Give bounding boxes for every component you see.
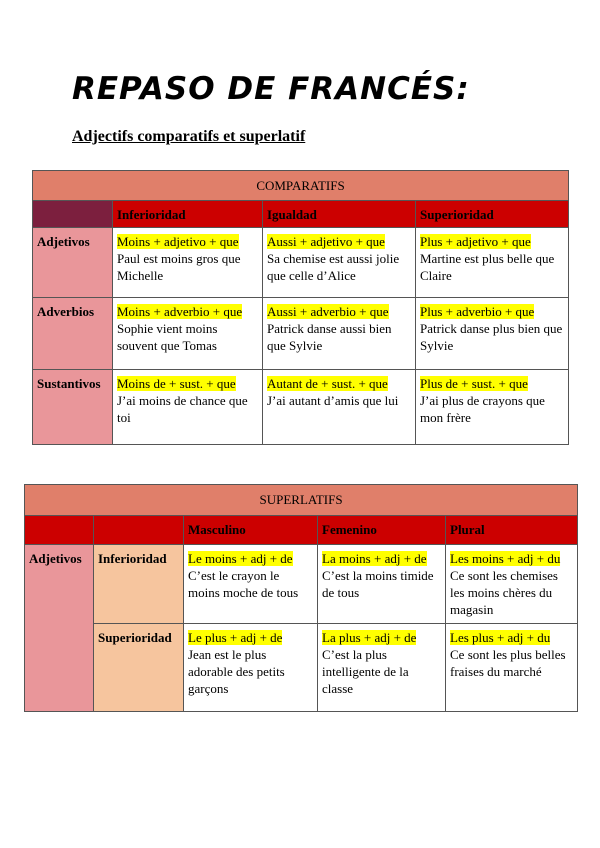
rule-text: Plus + adjetivo + que — [420, 234, 531, 249]
rule-text: Plus + adverbio + que — [420, 304, 535, 319]
table-cell — [263, 370, 416, 445]
superlatifs-table — [24, 484, 578, 712]
rule-text: Aussi + adverbio + que — [267, 304, 389, 319]
table-cell — [184, 624, 318, 712]
empty-header-cell — [25, 516, 94, 545]
table-cell — [263, 228, 416, 298]
table-cell — [318, 624, 446, 712]
row-label-adverbios: Adverbios — [33, 298, 113, 370]
rule-text: La moins + adj + de — [322, 551, 427, 566]
rule-text: Moins + adjetivo + que — [117, 234, 239, 249]
table-cell — [446, 545, 578, 624]
example-text: Jean est le plus adorable des petits garçons — [188, 647, 285, 696]
table-cell — [113, 298, 263, 370]
superlatifs-header: SUPERLATIFS — [25, 485, 578, 516]
example-text: Patrick danse plus bien que Sylvie — [420, 321, 563, 353]
example-text: J’ai plus de crayons que mon frère — [420, 393, 545, 425]
rule-text: La plus + adj + de — [322, 630, 417, 645]
table-cell — [318, 545, 446, 624]
example-text: Sophie vient moins souvent que Tomas — [117, 321, 218, 353]
empty-header-cell — [94, 516, 184, 545]
row-label-adjetivos: Adjetivos — [33, 228, 113, 298]
example-text: Ce sont les chemises les moins chères du magasin — [450, 568, 558, 617]
table-cell — [416, 370, 569, 445]
col-header-superioridad: Superioridad — [416, 201, 569, 228]
example-text: J’ai autant d’amis que lui — [267, 393, 399, 408]
table-cell — [113, 370, 263, 445]
col-header-femenino: Femenino — [318, 516, 446, 545]
col-header-masculino: Masculino — [184, 516, 318, 545]
page-title: REPASO DE FRANCÉS: — [72, 71, 470, 107]
table-cell — [446, 624, 578, 712]
rule-text: Les moins + adj + du — [450, 551, 561, 566]
page-subtitle: Adjectifs comparatifs et superlatif — [72, 128, 306, 145]
col-header-plural: Plural — [446, 516, 578, 545]
example-text: C’est le crayon le moins moche de tous — [188, 568, 299, 600]
rule-text: Aussi + adjetivo + que — [267, 234, 385, 249]
example-text: Sa chemise est aussi jolie que celle d’Alice — [267, 251, 400, 283]
comparatifs-table — [32, 170, 569, 445]
example-text: Paul est moins gros que Michelle — [117, 251, 241, 283]
col-header-inferioridad: Inferioridad — [113, 201, 263, 228]
comparatifs-header: COMPARATIFS — [33, 171, 569, 201]
example-text: Ce sont les plus belles fraises du marché — [450, 647, 566, 679]
example-text: Patrick danse aussi bien que Sylvie — [267, 321, 392, 353]
table-cell — [113, 228, 263, 298]
row-label-inferioridad: Inferioridad — [94, 545, 184, 624]
corner-cell — [33, 201, 113, 228]
table-cell — [263, 298, 416, 370]
example-text: C’est la plus intelligente de la classe — [322, 647, 409, 696]
example-text: C’est la moins timide de tous — [322, 568, 434, 600]
table-cell — [184, 545, 318, 624]
rule-text: Le plus + adj + de — [188, 630, 283, 645]
example-text: J’ai moins de chance que toi — [117, 393, 248, 425]
rule-text: Le moins + adj + de — [188, 551, 293, 566]
row-label-superioridad: Superioridad — [94, 624, 184, 712]
rule-text: Moins de + sust. + que — [117, 376, 236, 391]
row-label-sustantivos: Sustantivos — [33, 370, 113, 445]
rule-text: Les plus + adj + du — [450, 630, 551, 645]
rule-text: Plus de + sust. + que — [420, 376, 528, 391]
example-text: Martine est plus belle que Claire — [420, 251, 555, 283]
row-group-adjetivos: Adjetivos — [25, 545, 94, 712]
col-header-igualdad: Igualdad — [263, 201, 416, 228]
rule-text: Autant de + sust. + que — [267, 376, 388, 391]
table-cell — [416, 298, 569, 370]
rule-text: Moins + adverbio + que — [117, 304, 243, 319]
table-cell — [416, 228, 569, 298]
